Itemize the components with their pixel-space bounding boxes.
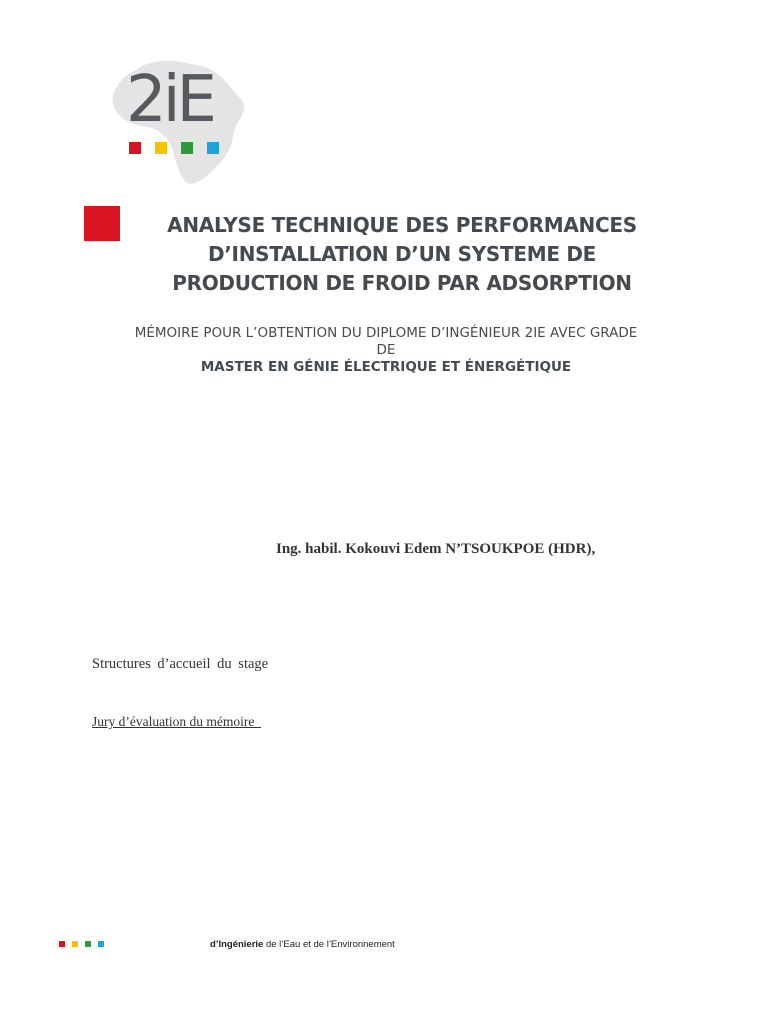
document-title xyxy=(150,211,654,298)
subtitle-line: DE xyxy=(376,342,396,358)
logo-wordmark: 2iE xyxy=(126,63,213,137)
title-line: PRODUCTION DE FROID PAR ADSORPTION xyxy=(172,271,632,295)
logo-square-blue xyxy=(207,142,219,154)
footer-square-red xyxy=(59,941,65,947)
footer-color-squares xyxy=(59,941,104,947)
document-subtitle xyxy=(90,325,682,376)
footer-text-bold: d’Ingénierie xyxy=(210,939,264,950)
logo-square-red xyxy=(129,142,141,154)
footer-institution-text xyxy=(210,939,395,950)
degree-name: MASTER EN GÉNIE ÉLECTRIQUE ET ÉNERGÉTIQUE xyxy=(200,359,572,375)
logo-square-yellow xyxy=(155,142,167,154)
footer-square-blue xyxy=(98,941,104,947)
title-line: ANALYSE TECHNIQUE DES PERFORMANCES xyxy=(167,213,637,237)
logo-color-squares xyxy=(129,142,219,154)
supervisor-name: Ing. habil. Kokouvi Edem N’TSOUKPOE (HDR), xyxy=(276,541,596,557)
footer-text-rest: de l’Eau et de l’Environnement xyxy=(263,939,395,950)
jury-label: Jury d’évaluation du mémoire xyxy=(92,714,262,729)
accent-square xyxy=(84,206,120,241)
logo-square-green xyxy=(181,142,193,154)
footer-square-yellow xyxy=(72,941,78,947)
institution-logo xyxy=(96,40,266,190)
structures-label: Structures d’accueil du stage xyxy=(92,656,269,672)
subtitle-line: MÉMOIRE POUR L’OBTENTION DU DIPLOME D’INGÉNIEUR 2IE AVEC GRADE xyxy=(134,325,638,341)
title-line: D’INSTALLATION D’UN SYSTEME DE xyxy=(207,242,597,266)
footer-square-green xyxy=(85,941,91,947)
